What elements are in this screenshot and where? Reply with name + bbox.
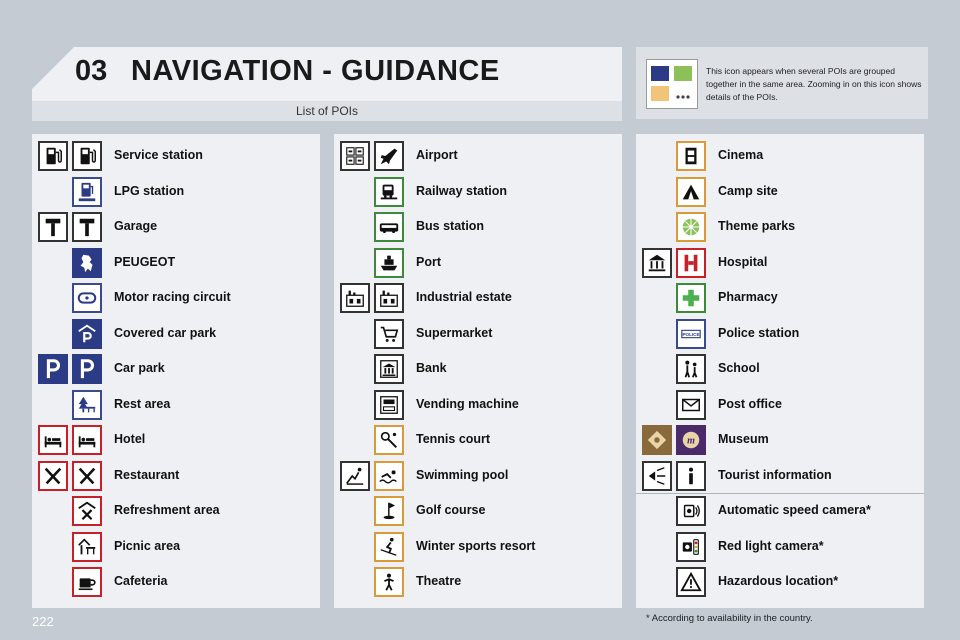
- poi-row: [636, 388, 924, 423]
- poi-column-3: [636, 134, 924, 608]
- bus-icon: [374, 212, 404, 242]
- poi-row: [334, 352, 622, 387]
- poi-row: [334, 210, 622, 245]
- warning-triangle-icon: [676, 567, 706, 597]
- poi-row: [636, 317, 924, 352]
- refreshment-icon: [72, 496, 102, 526]
- bank-icon: [374, 354, 404, 384]
- poi-label: Picnic area: [114, 538, 181, 553]
- poi-label: Camp site: [718, 183, 778, 198]
- bed-icon: [38, 425, 68, 455]
- info-box: [636, 47, 928, 119]
- poi-label: Theatre: [416, 574, 462, 588]
- poi-row: [636, 494, 924, 529]
- school-children-icon: [676, 354, 706, 384]
- pharmacy-cross-icon: [676, 283, 706, 313]
- poi-label: Motor racing circuit: [114, 290, 231, 304]
- poi-row: [636, 281, 924, 316]
- ship-icon: [374, 248, 404, 278]
- poi-row: [636, 565, 924, 600]
- theme-park-icon: [676, 212, 706, 242]
- poi-label: Car park: [114, 361, 165, 375]
- chapter-number: 03: [75, 55, 108, 87]
- envelope-icon: [676, 390, 706, 420]
- page-title: NAVIGATION - GUIDANCE: [131, 55, 500, 87]
- poi-label: Winter sports resort: [416, 538, 536, 553]
- poi-row: [32, 459, 320, 494]
- poi-row: [32, 388, 320, 423]
- parking-icon: [72, 354, 102, 384]
- monument-icon: [642, 425, 672, 455]
- poi-label: School: [718, 361, 760, 375]
- poi-label: Bank: [416, 361, 447, 375]
- footnote: * According to availability in the country.: [646, 613, 813, 624]
- poi-row: [334, 565, 622, 600]
- wrench-icon: [72, 212, 102, 242]
- poi-label: Airport: [416, 148, 458, 162]
- sports-centre-icon: [340, 461, 370, 491]
- speed-camera-icon: [676, 496, 706, 526]
- poi-label: Supermarket: [416, 325, 493, 340]
- info-text: This icon appears when several POIs are grouped together in the same area. Zooming in on this icon shows details of the POIs.: [706, 66, 922, 102]
- poi-label: LPG station: [114, 183, 185, 198]
- knife-fork-icon: [72, 461, 102, 491]
- poi-row: [32, 530, 320, 565]
- svg-text:POLICE: POLICE: [682, 331, 700, 337]
- poi-row: [636, 530, 924, 565]
- poi-row: [636, 459, 924, 494]
- poi-label: Cafeteria: [114, 574, 168, 588]
- poi-label: Refreshment area: [114, 503, 220, 517]
- poi-row: [32, 175, 320, 210]
- poi-label: Cinema: [718, 148, 764, 162]
- covered-parking-icon: [72, 319, 102, 349]
- poi-row: [32, 281, 320, 316]
- poi-label: Museum: [718, 432, 769, 446]
- shopping-cart-icon: [374, 319, 404, 349]
- subtitle-bar: [32, 101, 622, 121]
- poi-row: [32, 317, 320, 352]
- poi-row: [334, 175, 622, 210]
- poi-row: [334, 494, 622, 529]
- red-light-camera-icon: [676, 532, 706, 562]
- poi-label: Industrial estate: [416, 290, 512, 304]
- poi-label: Vending machine: [416, 396, 519, 411]
- poi-label: Hotel: [114, 432, 146, 446]
- tent-icon: [676, 177, 706, 207]
- fuel-pump-icon: [72, 141, 102, 171]
- racing-circuit-icon: [72, 283, 102, 313]
- parking-icon: [38, 354, 68, 384]
- poi-row: [636, 352, 924, 387]
- poi-row: [32, 494, 320, 529]
- bed-icon: [72, 425, 102, 455]
- poi-row: [32, 210, 320, 245]
- poi-label: Hazardous location*: [718, 574, 839, 588]
- poi-row: [334, 281, 622, 316]
- poi-label: Rest area: [114, 396, 171, 411]
- theatre-icon: [374, 567, 404, 597]
- poi-label: Swimming pool: [416, 467, 509, 482]
- poi-label: Bus station: [416, 219, 485, 233]
- poi-label: Service station: [114, 148, 203, 162]
- swimmer-icon: [374, 461, 404, 491]
- picnic-icon: [72, 532, 102, 562]
- poi-row: [334, 388, 622, 423]
- poi-label: Restaurant: [114, 467, 180, 482]
- poi-column-1: [32, 134, 320, 608]
- poi-label: Covered car park: [114, 325, 217, 340]
- poi-row: [636, 175, 924, 210]
- wrench-icon: [38, 212, 68, 242]
- poi-row: [334, 317, 622, 352]
- poi-row: [32, 423, 320, 458]
- poi-label: Garage: [114, 219, 158, 233]
- poi-row: [32, 246, 320, 281]
- airplane-icon: [374, 141, 404, 171]
- poi-row: [32, 352, 320, 387]
- grouped-poi-icon: [646, 59, 698, 109]
- poi-label: Railway station: [416, 183, 507, 198]
- industrial-icon: [374, 283, 404, 313]
- skier-icon: [374, 532, 404, 562]
- peugeot-lion-icon: [72, 248, 102, 278]
- poi-row: [32, 139, 320, 174]
- train-icon: [374, 177, 404, 207]
- poi-label: Tennis court: [416, 432, 491, 446]
- tennis-icon: [374, 425, 404, 455]
- page-number: 222: [32, 614, 54, 629]
- poi-label: Post office: [718, 396, 782, 411]
- clinic-building-icon: [642, 248, 672, 278]
- hospital-h-icon: [676, 248, 706, 278]
- rest-area-icon: [72, 390, 102, 420]
- poi-label: Port: [416, 254, 441, 269]
- viewpoint-icon: [642, 461, 672, 491]
- industrial-icon: [340, 283, 370, 313]
- poi-label: Tourist information: [718, 467, 832, 482]
- poi-row: [636, 210, 924, 245]
- poi-row: [334, 423, 622, 458]
- poi-row: [636, 139, 924, 174]
- police-icon: [676, 319, 706, 349]
- poi-row: [636, 246, 924, 281]
- poi-label: Police station: [718, 325, 800, 340]
- lpg-pump-icon: [72, 177, 102, 207]
- info-icon: [676, 461, 706, 491]
- poi-label: Automatic speed camera*: [718, 503, 871, 517]
- poi-row: [32, 565, 320, 600]
- poi-label: PEUGEOT: [114, 254, 176, 269]
- poi-row: [334, 246, 622, 281]
- museum-icon: [676, 425, 706, 455]
- poi-row: [334, 139, 622, 174]
- poi-label: Hospital: [718, 254, 768, 269]
- fuel-pump-icon: [38, 141, 68, 171]
- poi-label: Golf course: [416, 503, 486, 517]
- poi-column-2: [334, 134, 622, 608]
- svg-text:m: m: [687, 435, 695, 447]
- page-subtitle: List of POIs: [295, 104, 359, 118]
- poi-row: [334, 459, 622, 494]
- poi-row: [334, 530, 622, 565]
- airport-facilities-icon: [340, 141, 370, 171]
- poi-row: [636, 423, 924, 458]
- poi-label: Pharmacy: [718, 290, 778, 304]
- poi-label: Red light camera*: [718, 538, 824, 553]
- golf-icon: [374, 496, 404, 526]
- film-icon: [676, 141, 706, 171]
- knife-fork-icon: [38, 461, 68, 491]
- coffee-cup-icon: [72, 567, 102, 597]
- poi-label: Theme parks: [718, 219, 796, 233]
- atm-icon: [374, 390, 404, 420]
